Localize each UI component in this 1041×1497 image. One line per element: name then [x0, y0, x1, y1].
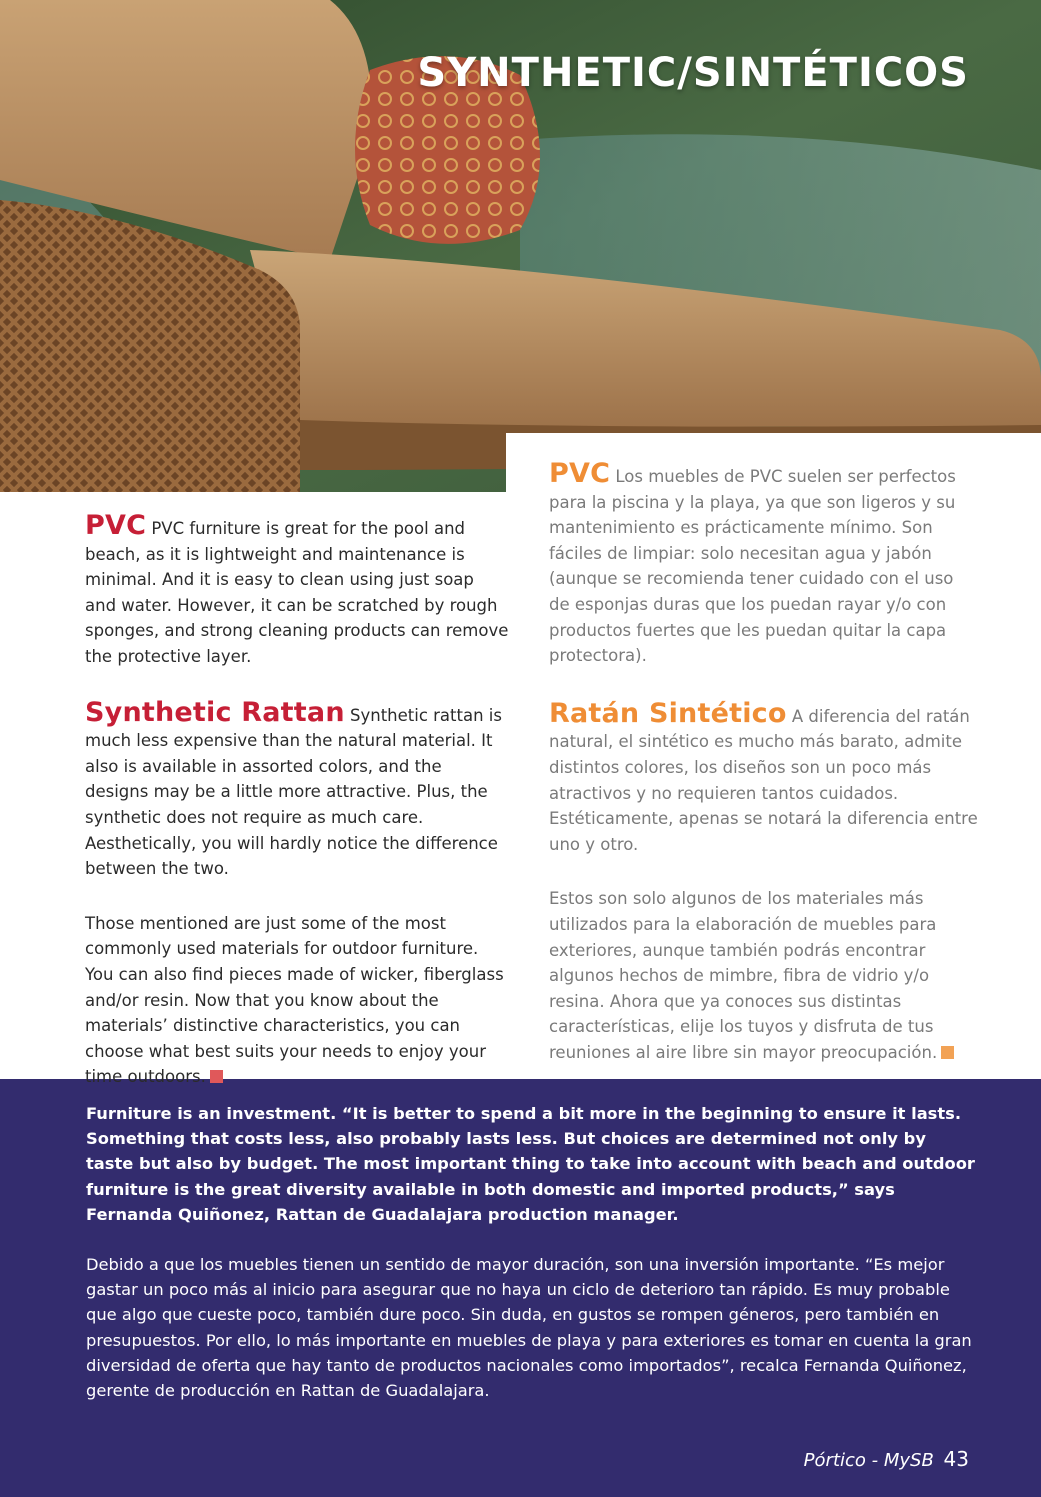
english-pvc-paragraph [85, 510, 510, 670]
english-column [85, 510, 510, 1090]
page-title: SYNTHETIC/SINTÉTICOS [417, 50, 969, 96]
spanish-column [549, 458, 979, 1065]
page-number: 43 [943, 1447, 969, 1471]
quote-spanish: Debido a que los muebles tienen un sentido de mayor duración, son una inversión importante. “Es mejor gastar un poco más al inicio para asegurar que no haya un ciclo de deterioro tan rápido. Es muy probable que algo que cueste poco, también dure poco. Sin duda, en gustos se rompen géneros, pero también en presupuestos. Por ello, lo más importante en muebles de playa y para exteriores es tomar en cuenta la gran diversidad de oferta que hay tanto de productos nacionales como importados”, recalca Fernanda Quiñonez, gerente de producción en Rattan de Guadalajara. [86, 1255, 972, 1401]
spanish-closing-text: Estos son solo algunos de los materiales más utilizados para la elaboración de muebles para exteriores, aunque también podrás encontrar algunos hechos de mimbre, fibra de vidrio y/o resina. Ahora que ya conoces sus distintas características, elije los tuyos y disfruta de tus reuniones al aire libre sin mayor preocupación. [549, 889, 938, 1062]
quote-english: Furniture is an investment. “It is better to spend a bit more in the beginning to ensure it lasts. Something that costs less, also probably lasts less. But choices are determined not only by taste but also by budget. The most important thing to take into account with beach and outdoor furniture is the great diversity available in both domestic and imported products,” says Fernanda Quiñonez, Rattan de Guadalajara production manager. [86, 1104, 975, 1224]
spanish-pvc-heading: PVC [549, 458, 611, 489]
english-closing-text: Those mentioned are just some of the most commonly used materials for outdoor furniture. You can also find pieces made of wicker, fiberglass and/or resin. Now that you know about the materials’ distinctive characteristics, you can choose what best suits your needs to enjoy your time outdoors. [85, 913, 504, 1087]
spanish-pvc-body: Los muebles de PVC suelen ser perfectos para la piscina y la playa, ya que son ligeros y su mantenimiento es prácticamente mínimo. Son fáciles de limpiar: solo necesitan agua y jabón (aunque se recomienda tener cuidado con el uso de esponjas duras que los puedan rayar y/o con productos fuertes que les puedan quitar la capa protectora). [549, 467, 956, 666]
english-rattan-body: Synthetic rattan is much less expensive than the natural material. It also is available in assorted colors, and the designs may be a little more attractive. Plus, the synthetic does not require as much care. Aesthetically, you will hardly notice the difference between the two. [85, 705, 502, 879]
english-closing-paragraph [85, 911, 510, 1090]
spanish-rattan-heading: Ratán Sintético [549, 697, 787, 729]
publication-name: Pórtico - MySB [803, 1450, 934, 1471]
english-rattan-paragraph [85, 696, 510, 882]
spanish-rattan-body: A diferencia del ratán natural, el sintético es mucho más barato, admite distintos colores, los diseños son un poco más atractivos y no requieren tantos cuidados. Estéticamente, apenas se notará la diferencia entre uno y otro. [549, 706, 978, 854]
english-pvc-body: PVC furniture is great for the pool and beach, as it is lightweight and maintenance is minimal. And it is easy to clean using just soap and water. However, it can be scratched by rough sponges, and strong cleaning products can remove the protective layer. [85, 519, 509, 666]
spanish-pvc-paragraph [549, 458, 979, 669]
page-footer [804, 1447, 969, 1471]
english-rattan-heading: Synthetic Rattan [85, 696, 345, 728]
spanish-rattan-paragraph [549, 697, 979, 858]
end-mark-icon [941, 1046, 954, 1059]
end-mark-icon [210, 1070, 223, 1083]
spanish-closing-paragraph [549, 886, 979, 1065]
english-pvc-heading: PVC [85, 510, 147, 541]
